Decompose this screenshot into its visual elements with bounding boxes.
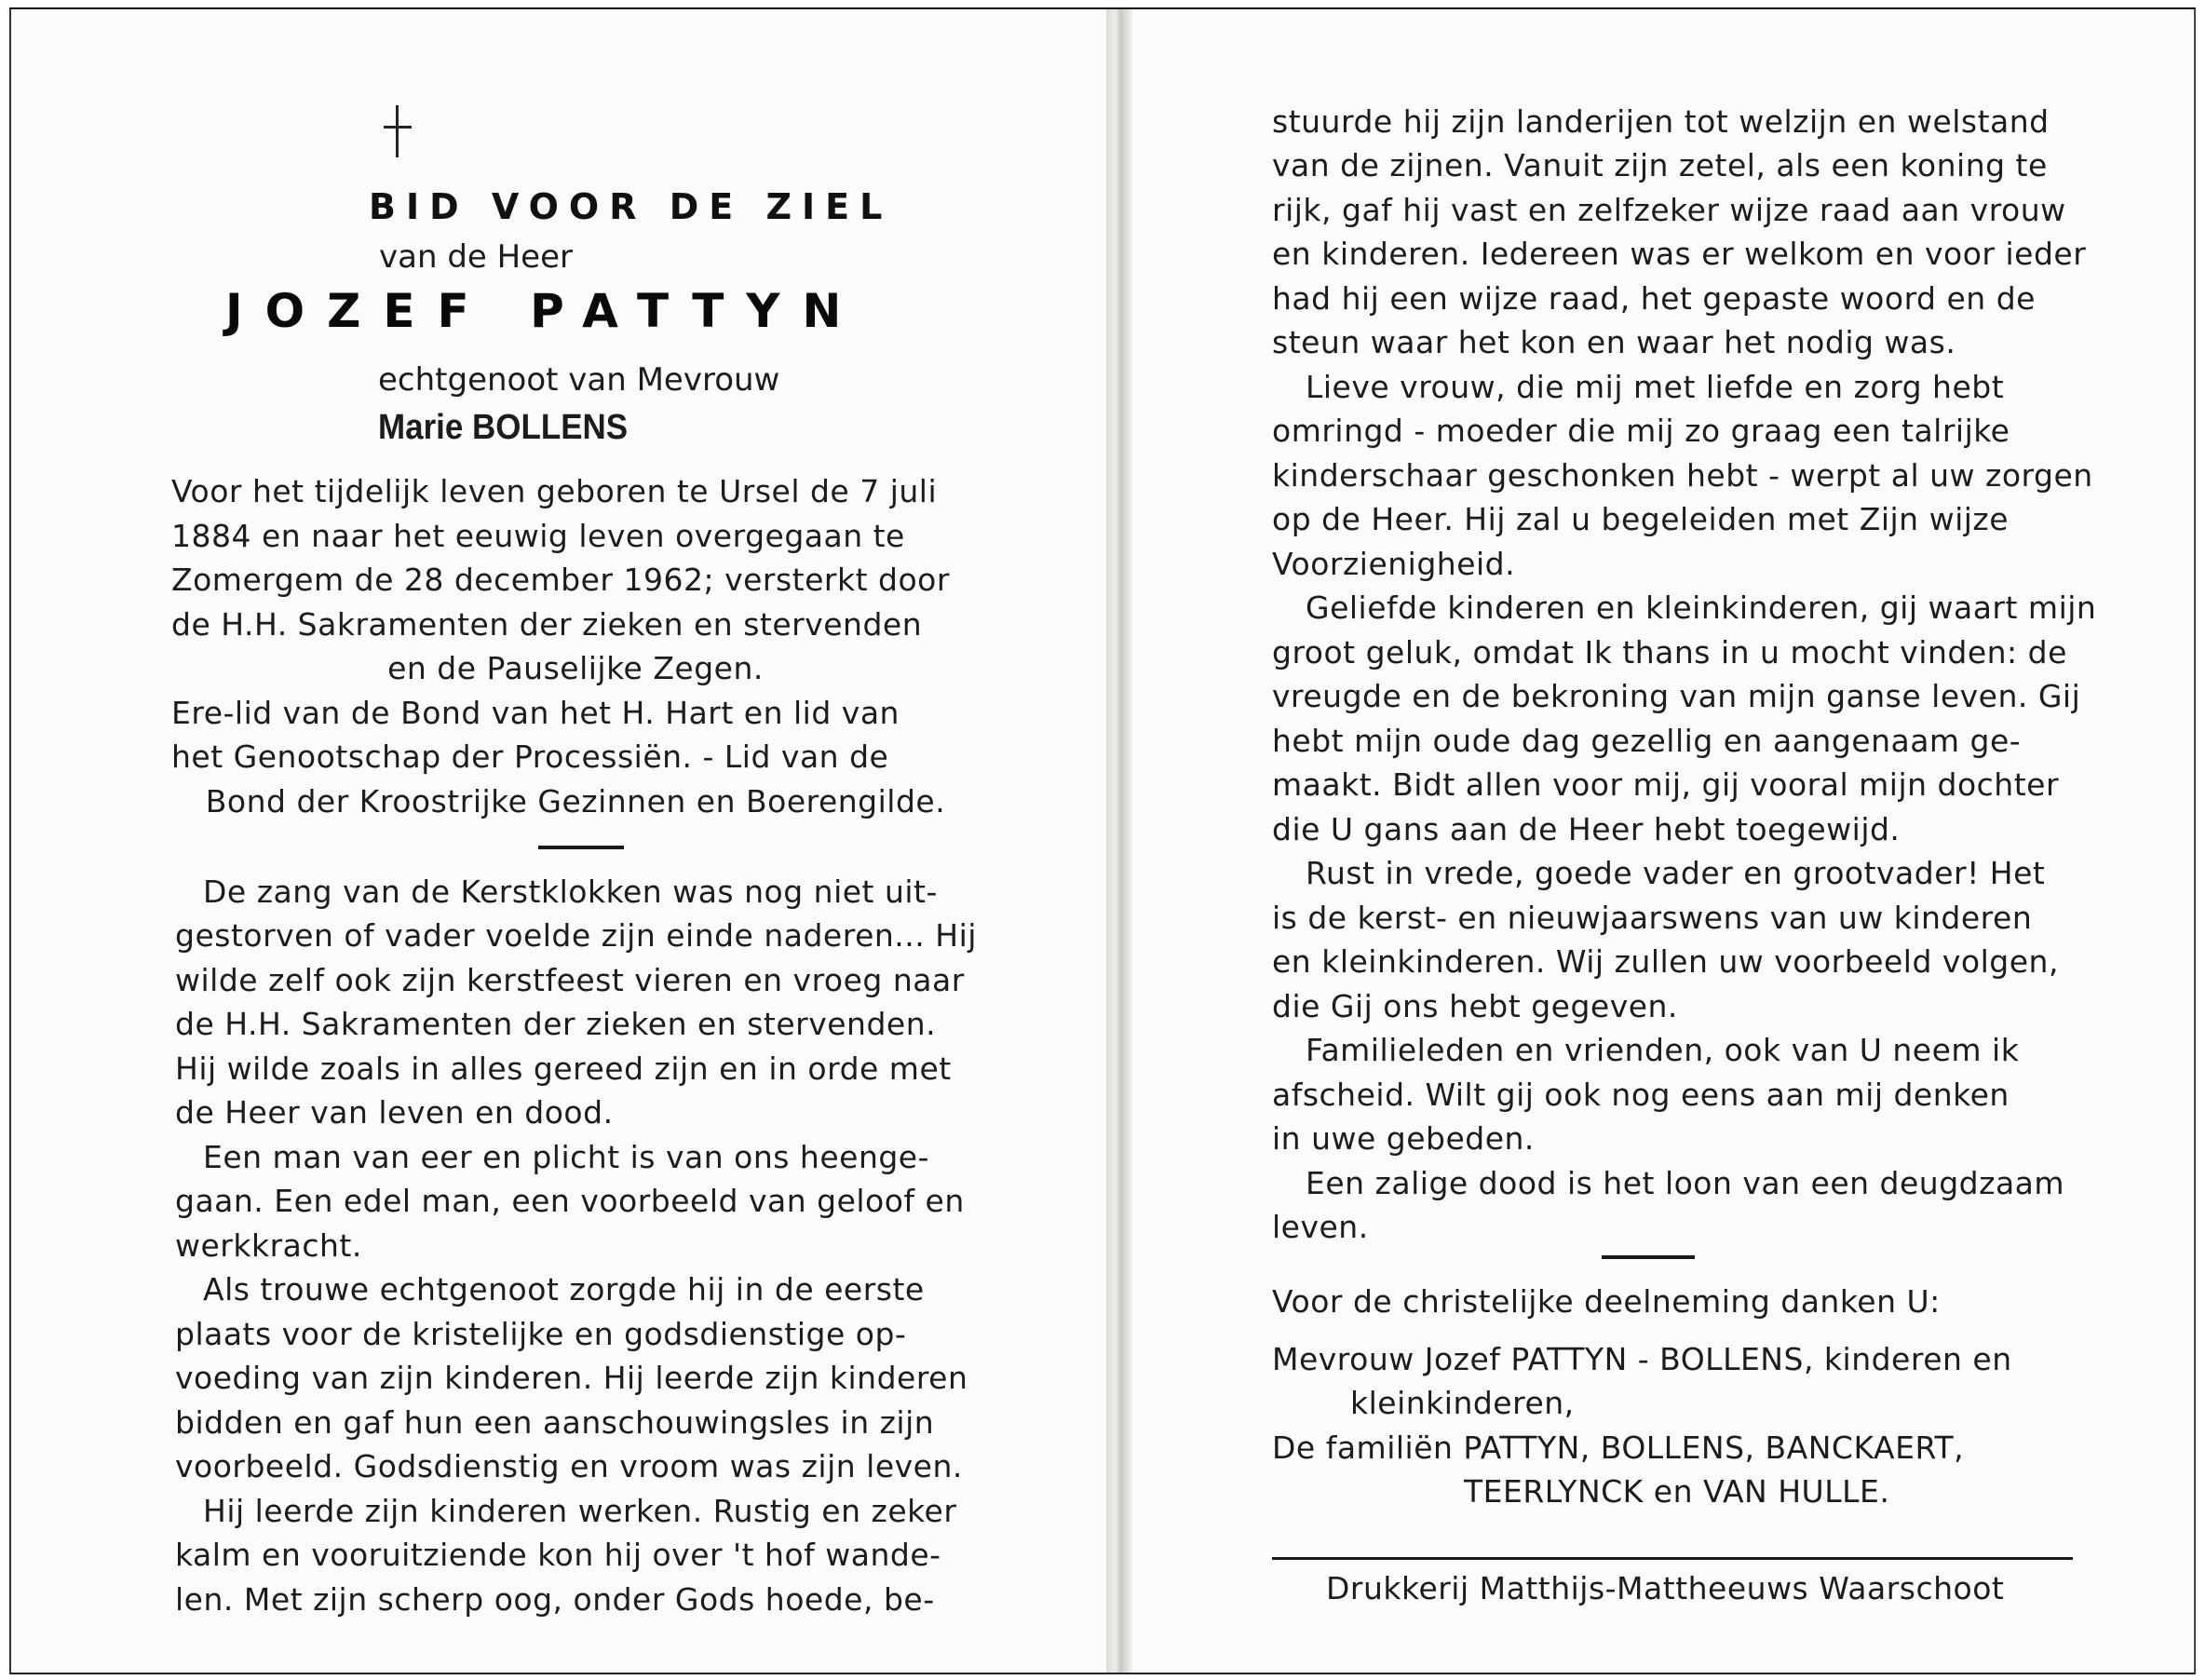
text-line: Voorzienigheid. bbox=[1272, 546, 1516, 582]
text-line: maakt. Bidt allen voor mij, gij vooral mijn dochter bbox=[1272, 766, 2060, 803]
memorial-card bbox=[9, 7, 2196, 1674]
text-line: Familieleden en vrienden, ook van U neem ik bbox=[1306, 1032, 2020, 1068]
prayer-heading: BID VOOR DE ZIEL bbox=[369, 186, 893, 227]
tribute-line: Hij leerde zijn kinderen werken. Rustig en zeker bbox=[203, 1493, 957, 1529]
left-page bbox=[11, 9, 1106, 1673]
bio-line: het Genootschap der Processiën. - Lid van de bbox=[171, 738, 889, 775]
tribute-line: Als trouwe echtgenoot zorgde hij in de eerste bbox=[203, 1271, 925, 1307]
text-line: Lieve vrouw, die mij met liefde en zorg hebt bbox=[1306, 369, 2005, 405]
text-line: Een zalige dood is het loon van een deugdzaam bbox=[1306, 1165, 2065, 1201]
text-line: Geliefde kinderen en kleinkinderen, gij waart mijn bbox=[1306, 589, 2097, 626]
tribute-line: bidden en gaf hun een aanschouwingsles in zijn bbox=[175, 1404, 935, 1441]
text-line: stuurde hij zijn landerijen tot welzijn en welstand bbox=[1272, 103, 2050, 140]
bio-line: 1884 en naar het eeuwig leven overgegaan te bbox=[171, 518, 905, 554]
tribute-line: kalm en vooruitziende kon hij over 't hof wande- bbox=[175, 1537, 941, 1573]
tribute-line: len. Met zijn scherp oog, onder Gods hoede, be- bbox=[175, 1581, 935, 1618]
thanks-line: Mevrouw Jozef PATTYN - BOLLENS, kinderen en bbox=[1272, 1341, 2012, 1377]
text-line: kinderschaar geschonken hebt - werpt al uw zorgen bbox=[1272, 457, 2093, 494]
tribute-line: voorbeeld. Godsdienstig en vroom was zijn leven. bbox=[175, 1448, 963, 1484]
text-line: had hij een wijze raad, het gepaste woord en de bbox=[1272, 280, 2036, 317]
tribute-line: gaan. Een edel man, een voorbeeld van geloof en bbox=[175, 1183, 965, 1219]
right-page bbox=[1132, 9, 2194, 1673]
bio-line: de H.H. Sakramenten der zieken en stervenden bbox=[171, 606, 923, 643]
tribute-line: de H.H. Sakramenten der zieken en stervenden. bbox=[175, 1006, 937, 1042]
spouse-intro: echtgenoot van Mevrouw bbox=[378, 361, 780, 399]
text-line: afscheid. Wilt gij ook nog eens aan mij denken bbox=[1272, 1077, 2010, 1113]
tribute-line: werkkracht. bbox=[175, 1227, 362, 1264]
spouse-name: Marie BOLLENS bbox=[378, 408, 629, 447]
tribute-line: voeding van zijn kinderen. Hij leerde zijn kinderen bbox=[175, 1360, 968, 1396]
deceased-name: JOZEF PATTYN bbox=[225, 284, 864, 338]
bio-line: Ere-lid van de Bond van het H. Hart en lid van bbox=[171, 695, 900, 731]
text-line: in uwe gebeden. bbox=[1272, 1120, 1535, 1157]
tribute-line: De zang van de Kerstklokken was nog niet uit- bbox=[203, 874, 938, 910]
text-line: steun waar het kon en waar het nodig was. bbox=[1272, 324, 1956, 360]
thanks-line: TEERLYNCK en VAN HULLE. bbox=[1464, 1473, 1890, 1510]
bio-line: Zomergem de 28 december 1962; versterkt door bbox=[171, 562, 950, 598]
tribute-line: de Heer van leven en dood. bbox=[175, 1094, 614, 1131]
tribute-line: gestorven of vader voelde zijn einde naderen... Hij bbox=[175, 917, 977, 954]
bio-line: Voor het tijdelijk leven geboren te Ursel de 7 juli bbox=[171, 473, 938, 509]
thanks-line: kleinkinderen, bbox=[1350, 1385, 1575, 1421]
text-line: hebt mijn oude dag gezellig en aangenaam ge- bbox=[1272, 723, 2022, 759]
text-line: leven. bbox=[1272, 1209, 1369, 1245]
footer-rule bbox=[1272, 1557, 2073, 1560]
text-line: vreugde en de bekroning van mijn ganse leven. Gij bbox=[1272, 678, 2081, 714]
text-line: en kinderen. Iedereen was er welkom en voor ieder bbox=[1272, 236, 2087, 272]
tribute-line: plaats voor de kristelijke en godsdienstige op- bbox=[175, 1316, 907, 1352]
card-fold bbox=[1106, 9, 1132, 1673]
text-line: is de kerst- en nieuwjaarswens van uw kinderen bbox=[1272, 900, 2033, 936]
text-line: en kleinkinderen. Wij zullen uw voorbeeld volgen, bbox=[1272, 943, 2059, 980]
text-line: rijk, gaf hij vast en zelfzeker wijze raad aan vrouw bbox=[1272, 192, 2066, 228]
cross-icon bbox=[384, 105, 412, 157]
text-line: van de zijnen. Vanuit zijn zetel, als een koning te bbox=[1272, 147, 2048, 183]
divider-left bbox=[538, 846, 624, 849]
bio-line: en de Pauselijke Zegen. bbox=[387, 650, 764, 686]
printer-credit: Drukkerij Matthijs-Mattheeuws Waarschoot bbox=[1326, 1570, 2005, 1606]
bio-line: Bond der Kroostrijke Gezinnen en Boerengilde. bbox=[205, 783, 946, 820]
text-line: Rust in vrede, goede vader en grootvader! Het bbox=[1306, 855, 2046, 891]
thanks-line: De familiën PATTYN, BOLLENS, BANCKAERT, bbox=[1272, 1429, 1965, 1466]
tribute-line: Hij wilde zoals in alles gereed zijn en in orde met bbox=[175, 1050, 952, 1087]
text-line: groot geluk, omdat Ik thans in u mocht vinden: de bbox=[1272, 634, 2067, 671]
text-line: op de Heer. Hij zal u begeleiden met Zijn wijze bbox=[1272, 501, 2010, 537]
thanks-intro: Voor de christelijke deelneming danken U: bbox=[1272, 1283, 1941, 1320]
text-line: die Gij ons hebt gegeven. bbox=[1272, 988, 1678, 1024]
tribute-line: Een man van eer en plicht is van ons heengе- bbox=[203, 1139, 930, 1175]
text-line: omringd - moeder die mij zo graag een talrijke bbox=[1272, 413, 2010, 449]
van-de-heer-label: van de Heer bbox=[379, 238, 574, 276]
tribute-line: wilde zelf ook zijn kerstfeest vieren en vroeg naar bbox=[175, 962, 965, 998]
text-line: die U gans aan de Heer hebt toegewijd. bbox=[1272, 811, 1901, 847]
divider-right bbox=[1602, 1255, 1695, 1259]
